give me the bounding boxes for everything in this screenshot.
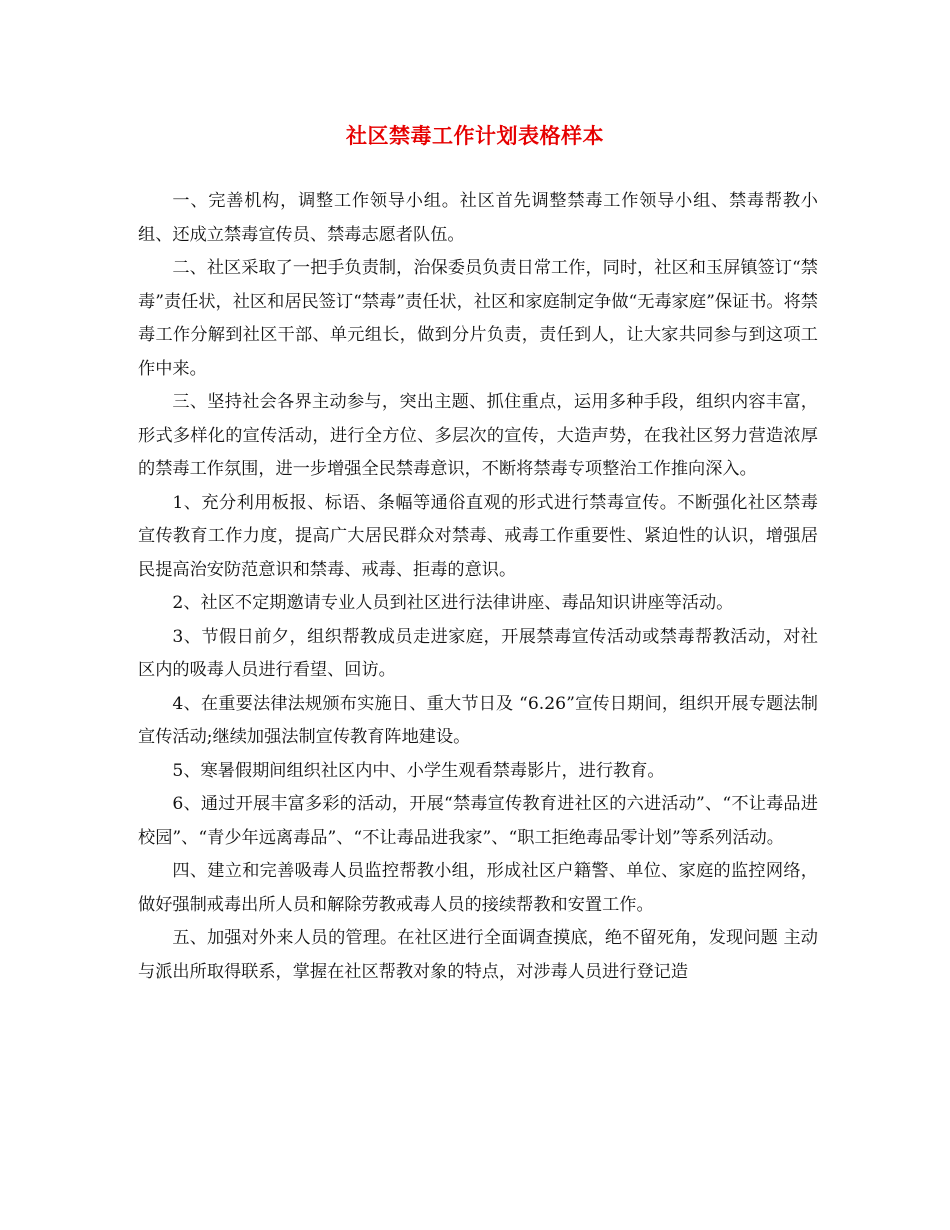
paragraph: 5、寒暑假期间组织社区内中、小学生观看禁毒影片，进行教育。: [172, 760, 665, 781]
paragraph: 6、通过开展丰富多彩的活动，开展“禁毒宣传教育进社区的六进活动”、“不让毒品进校园”、“青少年远离毒品”、“不让毒品进我家”、“职工拒绝毒品零计划”等系列活动。: [138, 794, 818, 848]
document-body: [138, 185, 818, 989]
paragraph: 一、完善机构，调整工作领导小组。社区首先调整禁毒工作领导小组、禁毒帮教小组、还成立禁毒宣传员、禁毒志愿者队伍。: [138, 191, 818, 245]
paragraph: 五、加强对外来人员的管理。在社区进行全面调查摸底，绝不留死角，发现问题 主动与派出所取得联系，掌握在社区帮教对象的特点，对涉毒人员进行登记造: [138, 928, 818, 982]
paragraph: 4、在重要法律法规颁布实施日、重大节日及 “6.26”宣传日期间，组织开展专题法制宣传活动;继续加强法制宣传教育阵地建设。: [138, 693, 818, 747]
paragraph: 1、充分利用板报、标语、条幅等通俗直观的形式进行禁毒宣传。不断强化社区禁毒宣传教育工作力度，提高广大居民群众对禁毒、戒毒工作重要性、紧迫性的认识，增强居民提高治安防范意识和禁毒、戒毒、拒毒的意识。: [138, 492, 818, 580]
document-title: 社区禁毒工作计划表格样本: [346, 123, 604, 148]
paragraph: 三、坚持社会各界主动参与，突出主题、抓住重点，运用多种手段，组织内容丰富，形式多样化的宣传活动，进行全方位、多层次的宣传，大造声势，在我社区努力营造浓厚的禁毒工作氛围，进一步增强全民禁毒意识，不断将禁毒专项整治工作推向深入。: [138, 392, 818, 479]
paragraph: 2、社区不定期邀请专业人员到社区进行法律讲座、毒品知识讲座等活动。: [172, 593, 734, 613]
paragraph: 四、建立和完善吸毒人员监控帮教小组，形成社区户籍警、单位、家庭的监控网络，做好强制戒毒出所人员和解除劳教戒毒人员的接续帮教和安置工作。: [138, 861, 818, 915]
paragraph: 3、节假日前夕，组织帮教成员走进家庭，开展禁毒宣传活动或禁毒帮教活动，对社区内的吸毒人员进行看望、回访。: [138, 626, 818, 680]
paragraph: 二、社区采取了一把手负责制，治保委员负责日常工作，同时，社区和玉屏镇签订“禁毒”责任状，社区和居民签订“禁毒”责任状，社区和家庭制定争做“无毒家庭”保证书。将禁毒工作分解到社区干部、单元组长，做到分片负责，责任到人，让大家共同参与到这项工作中来。: [138, 258, 818, 379]
